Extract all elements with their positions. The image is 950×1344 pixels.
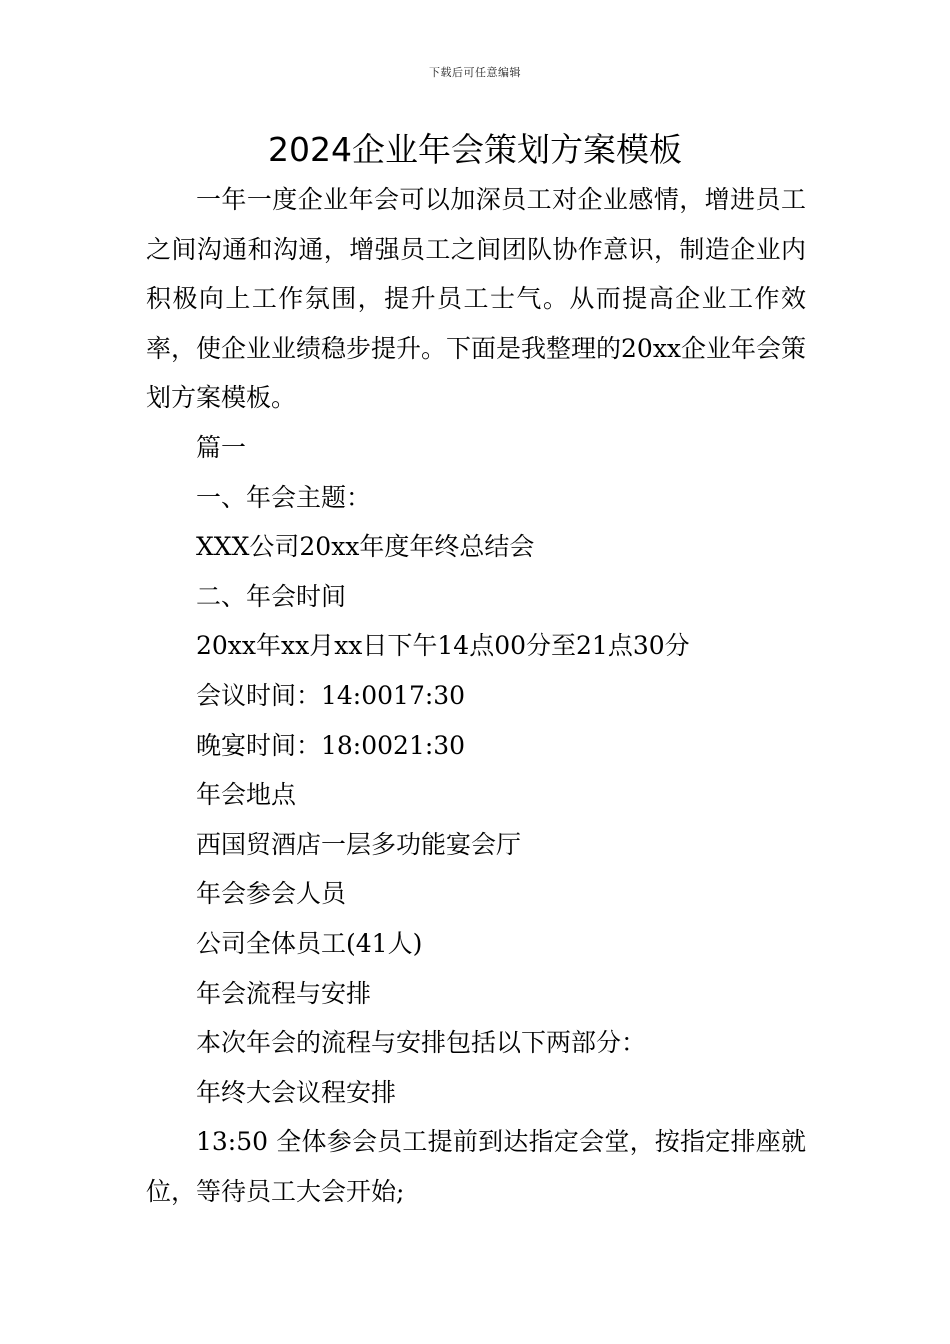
heading-attendees: 年会参会人员 — [196, 879, 347, 909]
heading-location: 年会地点 — [196, 780, 297, 810]
agenda-item: 13:50 全体参会员工提前到达指定会堂，按指定排座就位，等待员工大会开始; — [146, 1127, 806, 1206]
intro-paragraph: 一年一度企业年会可以加深员工对企业感情，增进员工之间沟通和沟通，增强员工之间团队协作意识，制造企业内积极向上工作氛围，提升员工士气。从而提高企业工作效率，使企业业绩稳步提升。下面是我整理的20xx企业年会策划方案模板。 — [146, 185, 807, 413]
process-text: 本次年会的流程与安排包括以下两部分： — [196, 1028, 647, 1058]
document-body — [146, 175, 806, 1216]
attendees-text: 公司全体员工(41人) — [196, 928, 423, 958]
header-note: 下载后可任意编辑 — [429, 66, 521, 79]
heading-theme: 一、年会主题： — [196, 482, 372, 512]
theme-text: XXX公司20xx年度年终总结会 — [196, 532, 535, 562]
document-title: 2024企业年会策划方案模板 — [268, 130, 682, 169]
heading-agenda: 年终大会议程安排 — [196, 1077, 397, 1107]
heading-process: 年会流程与安排 — [196, 978, 372, 1008]
banquet-time: 晚宴时间：18:0021:30 — [196, 730, 466, 760]
time-text: 20xx年xx月xx日下午14点00分至21点30分 — [196, 631, 690, 661]
section-label: 篇一 — [196, 432, 247, 462]
location-text: 西国贸酒店一层多功能宴会厅 — [196, 829, 522, 859]
heading-time: 二、年会时间 — [196, 581, 347, 611]
meeting-time: 会议时间：14:0017:30 — [196, 680, 466, 710]
